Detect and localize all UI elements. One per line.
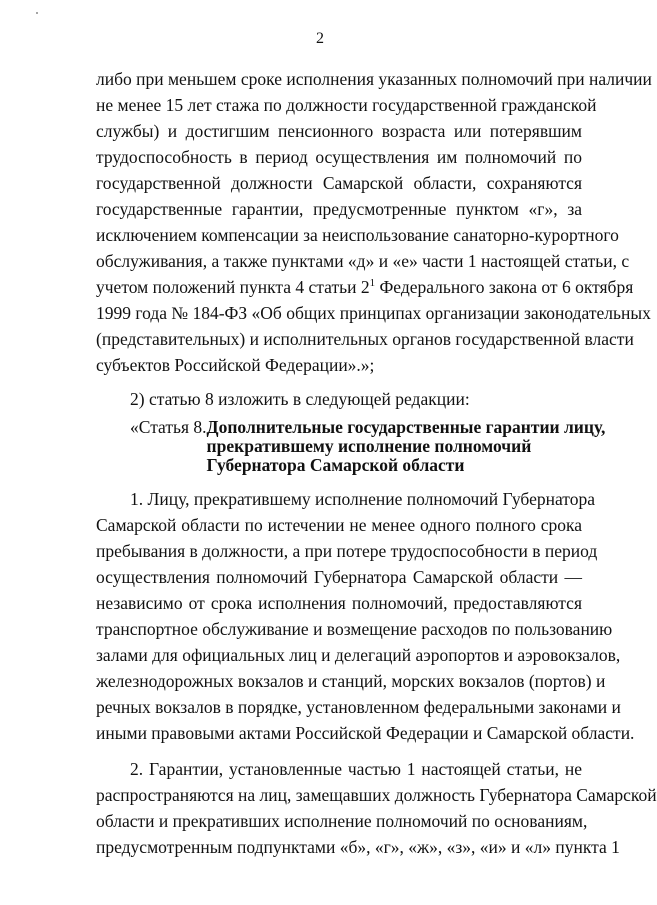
superscript: 1	[369, 277, 376, 290]
text-line: либо при меньшем сроке исполнения указанных полномочий при наличии	[96, 69, 652, 89]
text-line: субъектов Российской Федерации».»;	[96, 355, 375, 375]
article-title-line: Дополнительные государственные гарантии лицу,	[206, 417, 606, 437]
text-line: предусмотренным подпунктами «б», «г», «ж», «з», «и» и «л» пункта 1	[96, 837, 620, 857]
text-line: независимо от срока исполнения полномочий, предоставляются	[96, 593, 582, 613]
page-number: 2	[316, 30, 324, 47]
text-line: 2. Гарантии, установленные частью 1 настоящей статьи, не	[130, 759, 582, 779]
continuation-paragraph	[96, 66, 652, 378]
text-line: службы) и достигшим пенсионного возраста или потерявшим	[96, 121, 582, 141]
paragraph-2	[96, 756, 657, 860]
text-line: Самарской области по истечении не менее одного полного срока	[96, 515, 582, 535]
article-title-line: прекратившему исполнение полномочий	[206, 436, 532, 456]
article-title-line: Губернатора Самарской области	[206, 455, 465, 475]
text-line: пребывания в должности, а при потере трудоспособности в период	[96, 541, 598, 561]
text-line: 1999 года № 184-ФЗ «Об общих принципах организации законодательных	[96, 303, 651, 323]
text-line: государственные гарантии, предусмотренные пунктом «г», за	[96, 199, 582, 219]
article-label: «Статья 8.	[130, 417, 207, 437]
text-line: области и прекративших исполнение полномочий по основаниям,	[96, 811, 588, 831]
scan-speck	[36, 12, 38, 14]
text-line: залами для официальных лиц и делегаций аэропортов и аэровокзалов,	[96, 645, 621, 665]
text-line: иными правовыми актами Российской Федерации и Самарской области.	[96, 723, 635, 743]
item-2: 2) статью 8 изложить в следующей редакции:	[130, 389, 470, 409]
text-line: 1. Лицу, прекратившему исполнение полномочий Губернатора	[130, 489, 595, 509]
paragraph-1	[96, 486, 635, 746]
text-line: речных вокзалов в порядке, установленном федеральными законами и	[96, 697, 621, 717]
text-line: распространяются на лиц, замещавших должность Губернатора Самарской	[96, 785, 657, 805]
text-line: железнодорожных вокзалов и станций, морских вокзалов (портов) и	[96, 671, 606, 691]
line-part: учетом положений пункта 4 статьи 2	[96, 277, 370, 297]
article-heading	[96, 417, 606, 475]
document-body	[96, 66, 657, 860]
text-line: трудоспособность в период осуществления им полномочий по	[96, 147, 582, 167]
text-line: обслуживания, а также пунктами «д» и «е» части 1 настоящей статьи, с	[96, 251, 630, 271]
article-title	[207, 418, 606, 475]
text-line: исключением компенсации за неиспользование санаторно-курортного	[96, 225, 619, 245]
text-line: (представительных) и исполнительных органов государственной власти	[96, 329, 634, 349]
text-line-with-superscript	[96, 274, 634, 300]
text-line: транспортное обслуживание и возмещение расходов по пользованию	[96, 619, 613, 639]
line-part: Федерального закона от 6 октября	[375, 277, 634, 297]
text-line: государственной должности Самарской области, сохраняются	[96, 173, 582, 193]
text-line: осуществления полномочий Губернатора Самарской области —	[96, 567, 582, 587]
text-line: не менее 15 лет стажа по должности государственной гражданской	[96, 95, 597, 115]
